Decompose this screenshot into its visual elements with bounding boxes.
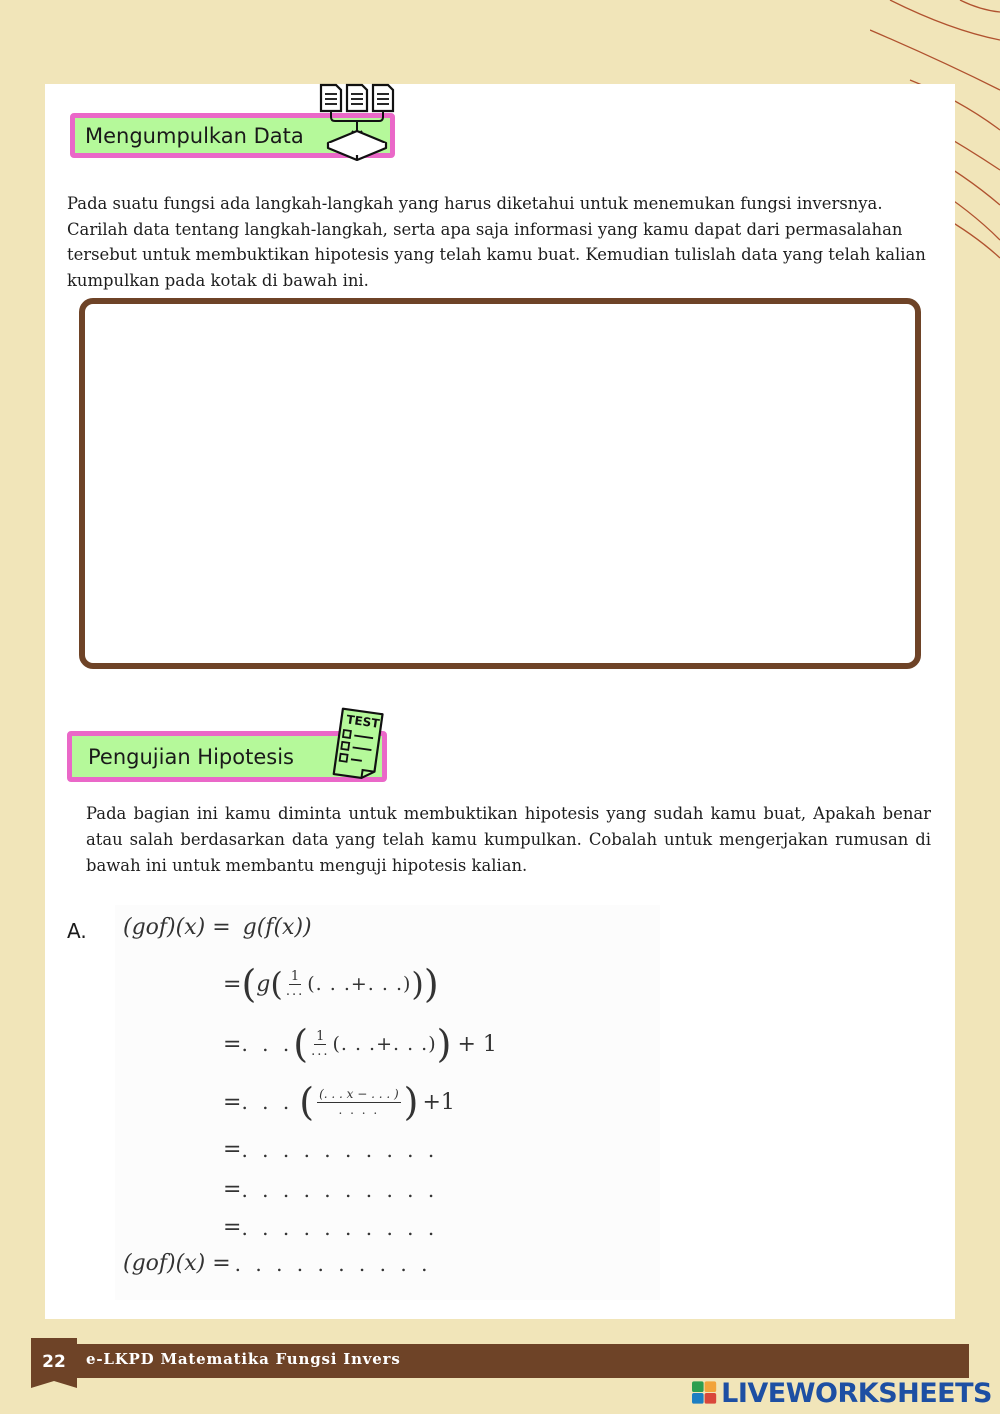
answer-input-box[interactable]	[79, 298, 921, 669]
exercise-label: A.	[67, 919, 87, 943]
plus-one: +1	[422, 1089, 455, 1115]
fraction	[317, 1087, 401, 1117]
equals-sign: =	[223, 1089, 242, 1115]
liveworksheets-logo-icon	[692, 1381, 717, 1405]
equals-sign: =	[223, 971, 242, 997]
footer-title: e-LKPD Matematika Fungsi Invers	[86, 1350, 401, 1368]
equals-sign: =	[223, 1137, 242, 1162]
blank-dots: . . . . . . . . . .	[234, 1251, 432, 1276]
composition-formula	[115, 905, 660, 1300]
instruction-paragraph-2: Pada bagian ini kamu diminta untuk membuktikan hipotesis yang sudah kamu buat, Apakah benar atau salah berdasarkan data yang telah kamu kumpulkan. Cobalah untuk mengerjakan rumusan di bawah ini untuk membantu menguji hipotesis kalian.	[86, 804, 931, 875]
documents-to-box-icon	[318, 83, 398, 161]
fraction-numerator: 1	[290, 969, 300, 984]
liveworksheets-text: LIVEWORKSHEETS	[721, 1377, 992, 1409]
formula-lhs: (gof)(x) =	[123, 915, 231, 940]
fraction	[286, 969, 304, 999]
instruction-paragraph-1: Pada suatu fungsi ada langkah-langkah yang harus diketahui untuk menemukan fungsi inversnya. Carilah data tentang langkah-langkah, serta apa saja informasi yang kamu dapat dari permasalahan tersebut untuk membuktikan hipotesis yang telah kamu buat. Kemudian tulislah data yang telah kalian kumpulkan pada kotak di bawah ini.	[67, 194, 926, 290]
equals-sign: =	[223, 1215, 242, 1240]
liveworksheets-watermark[interactable]	[692, 1378, 992, 1408]
equals-sign: =	[223, 1177, 242, 1202]
formula-line-2: = ( g ( $\frac{1}{...}$ (. . .+. . .) ) )	[223, 962, 439, 1006]
inner-sum: (. . .+. . .)	[332, 1033, 437, 1055]
test-checklist-icon	[326, 705, 388, 783]
fraction-numerator: (. . . x − . . . )	[319, 1087, 399, 1101]
formula-line-5	[223, 1137, 438, 1162]
equals-sign: =	[223, 1031, 242, 1057]
formula-rhs: g(f(x))	[242, 915, 312, 940]
formula-final-lhs: (gof)(x) =	[123, 1251, 231, 1276]
section-title: Mengumpulkan Data	[85, 123, 304, 148]
plus-one: + 1	[457, 1031, 497, 1057]
section-title: Pengujian Hipotesis	[88, 744, 294, 769]
fraction-denominator: ...	[285, 984, 305, 999]
blank-dots: . . .	[241, 1090, 294, 1114]
blank-dots: . . . . . . . . . .	[241, 1177, 439, 1202]
formula-line-final	[123, 1251, 431, 1276]
formula-line-6	[223, 1177, 438, 1202]
page-number: 22	[42, 1352, 66, 1372]
fraction-numerator: 1	[316, 1029, 325, 1044]
blank-dots: . . . . . . . . . .	[241, 1215, 439, 1240]
formula-line-3: = . . . ( $\frac{1}{...}$ (. . .+. . .) ) + 1	[223, 1022, 497, 1066]
formula-line-7	[223, 1215, 438, 1240]
formula-line-1	[123, 915, 312, 940]
fraction-denominator: . . . .	[338, 1103, 380, 1117]
inner-sum: (. . .+. . .)	[307, 973, 412, 995]
fraction	[311, 1029, 329, 1059]
fraction-denominator: ...	[311, 1044, 330, 1059]
blank-dots: . . .	[241, 1032, 294, 1056]
formula-line-4: = . . . ( $\frac{(. . . x - . . . )}{. . . .}$ ) +1	[223, 1080, 455, 1124]
test-tag: TEST	[345, 712, 381, 731]
blank-dots: . . . . . . . . . .	[241, 1137, 439, 1162]
